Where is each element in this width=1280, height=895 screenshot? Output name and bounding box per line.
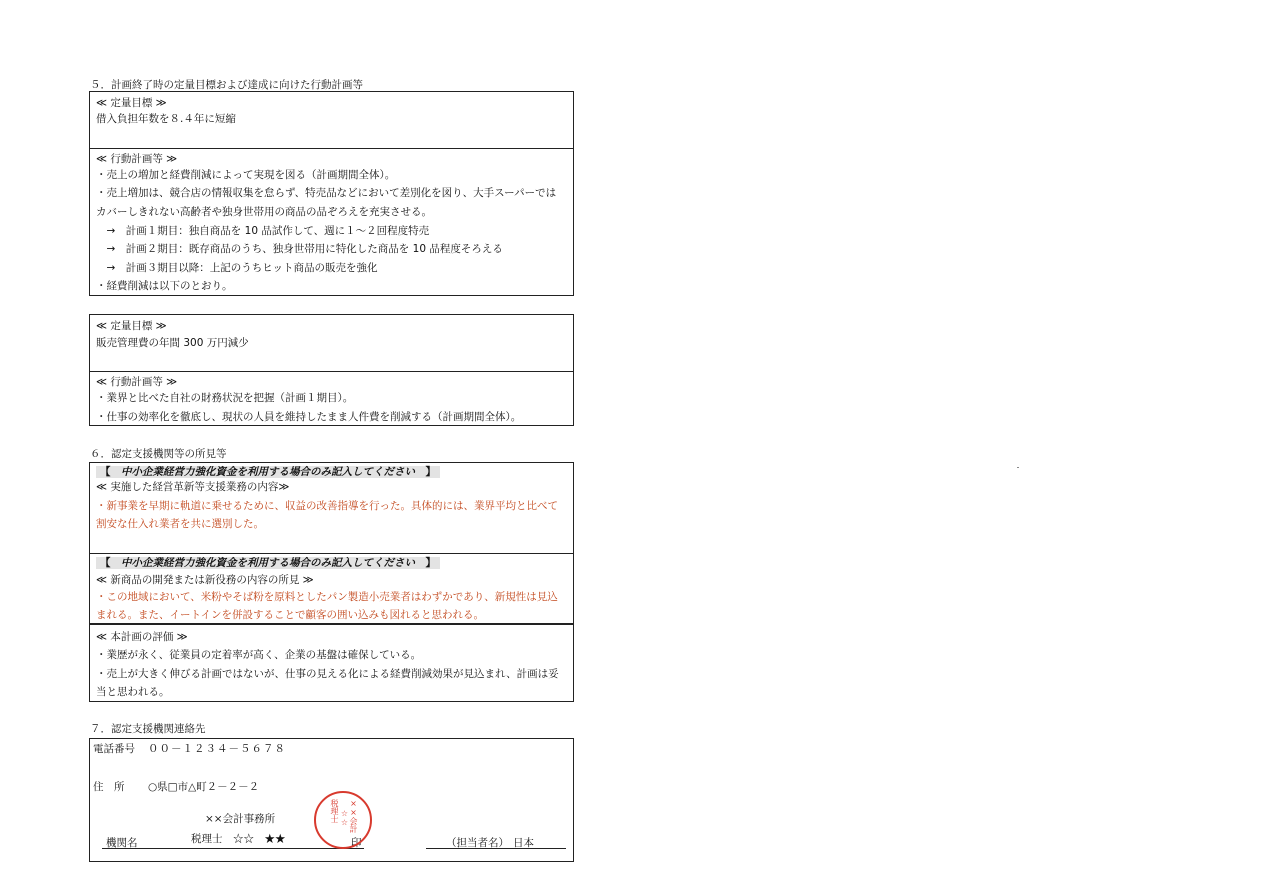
stamp-text: 税理士 [330,799,339,823]
plan-line: カバーしきれない高齢者や独身世帯用の商品の品ぞろえを充実させる。 [96,206,432,218]
phone-label: 電話番号 [93,743,135,755]
support-line: 割安な仕入れ業者を共に選別した。 [96,518,264,530]
section5-title: ５．計画終了時の定量目標および達成に向けた行動計画等 [90,79,363,91]
section6-block-a [89,462,574,554]
org-underline [102,848,364,849]
banner-open: 【 [100,466,111,478]
divider [90,148,573,149]
section6-block-b [89,553,574,624]
plan-line: ・業界と比べた自社の財務状況を把握（計画１期目）。 [96,392,354,404]
section7-title: ７．認定支援機関連絡先 [90,723,206,735]
office-name: ××会計事務所 [205,813,276,825]
plan-line: → 計画１期目：独自商品を 10 品試作して、週に１～２回程度特売 [96,225,430,237]
evaluation-line: ・業歴が永く、従業員の定着率が高く、企業の基盤は確保している。 [96,649,422,661]
stamp-text: ☆☆ [340,809,349,827]
banner [96,465,440,479]
plan-line: ・経費削減は以下のとおり。 [96,280,233,292]
banner-close: 】 [425,466,436,478]
evaluation-heading: ≪ 本計画の評価 ≫ [96,631,188,643]
plan-line: → 計画２期目：既存商品のうち、独身世帯用に特化した商品を 10 品程度そろえる [96,243,503,255]
banner-label [96,557,440,569]
target-heading: ≪ 定量目標 ≫ [96,320,167,332]
person-value: 日本 [513,837,534,849]
opinion-line: まれる。また、イートインを併設することで顧客の囲い込みも図れると思われる。 [96,609,484,621]
plan-heading: ≪ 行動計画等 ≫ [96,153,178,165]
section6-title: ６．認定支援機関等の所見等 [90,448,227,460]
banner-text: 中小企業経営力強化資金を利用する場合のみ記入してください [121,466,415,478]
seal-label: 印 [351,837,362,849]
phone-value: ００－１２３４－５６７８ [148,743,286,755]
evaluation-line: ・売上が大きく伸びる計画ではないが、仕事の見える化による経費削減効果が見込まれ、計画は妥 [96,668,559,680]
banner-text: 中小企業経営力強化資金を利用する場合のみ記入してください [121,557,415,569]
plan-line: → 計画３期目以降：上記のうちヒット商品の販売を強化 [96,262,378,274]
section6-block-c [89,624,574,702]
evaluation-line: 当と思われる。 [96,686,170,698]
divider [90,371,573,372]
tax-accountant: 税理士 ☆☆ ★★ [191,833,286,845]
org-label: 機関名 [106,837,138,849]
person-label: （担当者名） [446,837,509,849]
support-line: ・新事業を早期に軌道に乗せるために、収益の改善指導を行った。具体的には、業界平均と比べて [96,500,558,512]
official-seal-stamp [314,791,372,849]
person-underline [426,848,566,849]
banner [96,556,440,570]
target-text: 販売管理費の年間 300 万円減少 [96,337,249,349]
target-text: 借入負担年数を８.４年に短縮 [96,113,236,125]
stamp-text: ××会計 [349,799,358,833]
plan-line: ・売上増加は、競合店の情報収集を怠らず、特売品などにおいて差別化を図り、大手スーパーでは [96,187,557,199]
banner-label [96,466,440,478]
target-heading: ≪ 定量目標 ≫ [96,97,167,109]
plan-heading: ≪ 行動計画等 ≫ [96,376,178,388]
support-heading: ≪ 実施した経営革新等支援業務の内容≫ [96,481,290,493]
address-label: 住 所 [93,781,125,793]
section5-block1 [89,91,574,296]
banner-open: 【 [100,557,111,569]
plan-line: ・仕事の効率化を徹底し、現状の人員を維持したまま人件費を削減する（計画期間全体）。 [96,411,522,423]
section5-block2 [89,314,574,426]
opinion-line: ・この地域において、米粉やそば粉を原料としたパン製造小売業者はわずかであり、新規性は見込 [96,591,558,603]
banner-close: 】 [425,557,436,569]
plan-line: ・売上の増加と経費削減によって実現を図る（計画期間全体）。 [96,169,396,181]
address-value: ○県□市△町２－２－２ [148,781,260,793]
scan-speck [1017,467,1019,468]
opinion-heading: ≪ 新商品の開発または新役務の内容の所見 ≫ [96,574,314,586]
